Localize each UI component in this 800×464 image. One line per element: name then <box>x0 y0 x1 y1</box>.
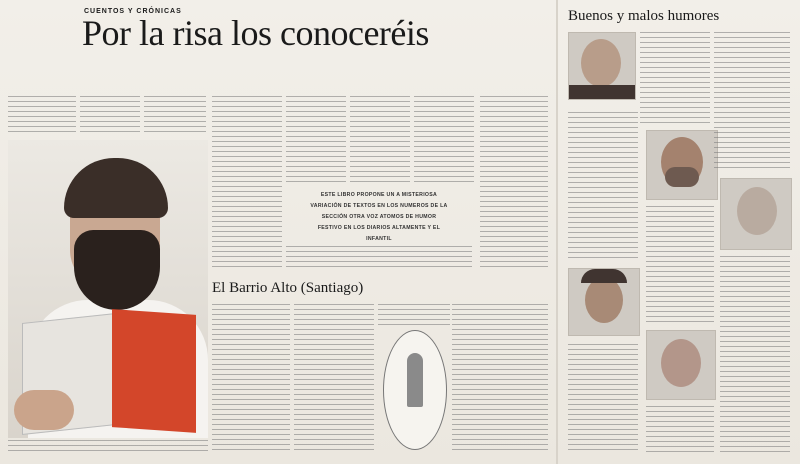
text-column <box>294 304 374 452</box>
photo-caption <box>8 440 208 454</box>
portrait-beard <box>665 167 699 187</box>
pull-quote <box>286 190 472 242</box>
portrait-photo <box>646 330 716 400</box>
text-column <box>8 96 76 136</box>
portrait-hair <box>581 269 627 283</box>
portrait-head <box>661 339 701 387</box>
photo-book-cover <box>112 309 196 433</box>
pull-quote-line: ESTE LIBRO PROPONE UN A MISTERIOSA <box>320 192 438 198</box>
text-column <box>414 96 474 186</box>
text-column <box>80 96 140 136</box>
article-headline: Por la risa los conoceréis <box>82 13 429 53</box>
section-kicker: CUENTOS Y CRÓNICAS <box>84 8 182 15</box>
portrait-photo <box>720 178 792 250</box>
text-column <box>646 406 714 452</box>
pull-quote-line: VARIACIÓN DE TEXTOS EN LOS NUMEROS DE LA <box>310 203 448 209</box>
text-column <box>452 304 548 452</box>
text-column <box>640 32 710 124</box>
main-photo <box>8 140 208 438</box>
sub-headline: El Barrio Alto (Santiago) <box>212 280 364 296</box>
portrait-head <box>581 39 621 87</box>
text-column <box>144 96 206 136</box>
text-column <box>568 112 638 262</box>
text-column <box>350 96 410 186</box>
photo-beard <box>74 230 160 310</box>
pull-quote-line: INFANTIL <box>366 236 392 242</box>
text-column <box>480 96 548 268</box>
text-column <box>212 96 282 268</box>
text-column <box>646 206 714 324</box>
text-column <box>286 246 472 268</box>
portrait-photo <box>568 32 636 100</box>
portrait-photo <box>568 268 640 336</box>
text-column <box>286 96 346 186</box>
portrait-head <box>585 277 623 323</box>
photo-hair <box>64 158 168 218</box>
text-column <box>568 344 638 452</box>
text-column <box>714 32 790 172</box>
portrait-clothing <box>569 85 635 99</box>
illustration-figure <box>407 353 423 407</box>
illustration-medallion <box>383 330 447 450</box>
pull-quote-line: SECCIÓN OTRA VOZ ATOMOS DE HUMOR <box>321 214 437 220</box>
sidebar-title: Buenos y malos humores <box>568 8 720 24</box>
portrait-head <box>737 187 777 235</box>
pull-quote-line: FESTIVO EN LOS DIARIOS ALTAMENTE Y EL <box>317 225 441 231</box>
portrait-photo <box>646 130 718 200</box>
page-fold <box>556 0 558 464</box>
text-column <box>212 304 290 452</box>
text-column <box>378 304 450 328</box>
text-column <box>720 256 790 452</box>
photo-hand <box>14 390 74 430</box>
